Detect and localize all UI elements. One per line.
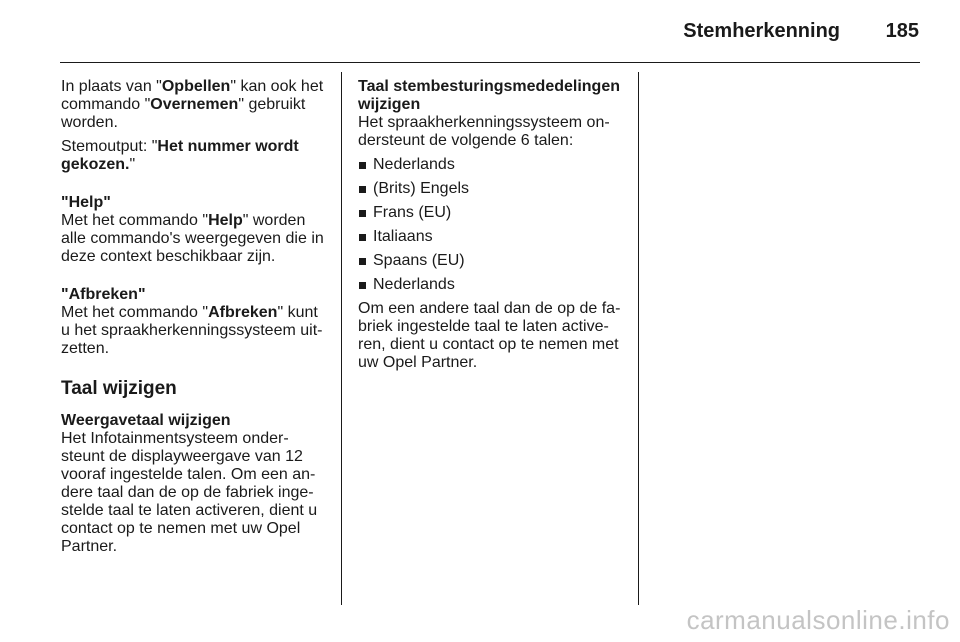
languages-intro: Het spraakherkenningssysteem on-dersteunt de volgende 6 talen: [358,114,610,149]
section-title: Stemherkenning [683,20,840,42]
help-paragraph: Met het commando "Help" worden alle commando's weergegeven die in deze context beschikbaar zijn. [61,212,324,265]
languages-outro: Om een andere taal dan de op de fa-briek ingestelde taal te laten active-ren, dient u contact op te nemen met uw Opel Partner. [358,300,621,371]
subheading-stembesturing: Taal stembesturingsmededelingen wijzigen [358,78,620,113]
language-list [358,156,626,294]
help-heading: "Help" [61,194,111,211]
list-item: Nederlands [358,156,626,174]
list-item: Nederlands [358,276,626,294]
page-header [60,18,920,63]
middle-column [358,78,626,372]
watermark: carmanualsonline.info [686,605,950,635]
list-item: Italiaans [358,228,626,246]
paragraph-stemoutput: Stemoutput: "Het nummer wordt gekozen." [61,138,299,173]
weergavetaal-paragraph: Het Infotainmentsysteem onder-steunt de displayweergave van 12 vooraf ingestelde talen. Om een an-dere taal dan de op de fabriek inge-stelde taal te laten activeren, dient u contact op te nemen met uw Opel Partner. [61,430,318,555]
column-divider-right [638,72,639,605]
list-item: Spaans (EU) [358,252,626,270]
subheading-weergavetaal: Weergavetaal wijzigen [61,412,231,429]
list-item: (Brits) Engels [358,180,626,198]
page-number: 185 [885,20,919,42]
section-heading-taal-wijzigen: Taal wijzigen [61,378,177,399]
list-item: Frans (EU) [358,204,626,222]
abort-paragraph: Met het commando "Afbreken" kunt u het spraakherkenningssysteem uit-zetten. [61,304,323,357]
abort-heading: "Afbreken" [61,286,146,303]
left-column [61,78,327,556]
paragraph-overnemen: In plaats van "Opbellen" kan ook het commando "Overnemen" gebruikt worden. [61,78,324,131]
column-divider-left [341,72,342,605]
